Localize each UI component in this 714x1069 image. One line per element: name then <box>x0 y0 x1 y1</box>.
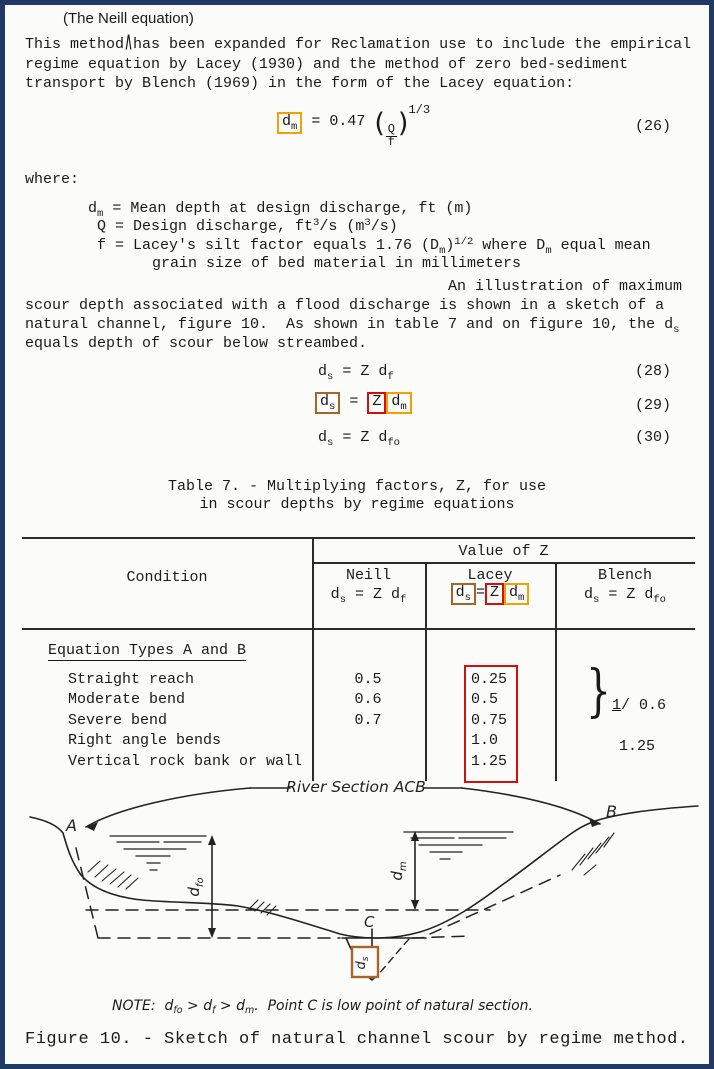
water-surface-right <box>404 832 513 859</box>
dfo-label: $d_{fo}$ <box>185 877 206 897</box>
z-highlight-box-table: Z <box>485 583 504 605</box>
definition-q: Q = Design discharge, $ft^3/s$ $(m^3/s)$ <box>97 217 398 235</box>
equation-30-number: (30) <box>635 429 672 446</box>
water-surface-left <box>110 836 206 870</box>
neill-cell: 0.6 <box>354 691 382 708</box>
paragraph-2-line-4: equals depth of scour below streambed. <box>25 335 368 352</box>
condition-cell: Vertical rock bank or wall <box>68 753 303 770</box>
equation-26: $d_m = 0.47$ ( $\frac{Q}{f}$ )$^{1/3}$ <box>277 110 430 147</box>
where-label: where: <box>25 171 80 188</box>
definition-dm: $d_m$ = Mean depth at design discharge, ft (m) <box>88 200 473 220</box>
equation-26-number: (26) <box>635 118 672 135</box>
lacey-cell: 1.25 <box>471 753 508 770</box>
z-highlight-box: Z <box>367 392 386 414</box>
condition-cell: Moderate bend <box>68 691 186 708</box>
ground-hatch-middle <box>249 900 276 915</box>
ds-highlight-box-table: $d_s$ <box>451 583 476 605</box>
neill-column-equation: $d_s = Z$ $d_f$ <box>330 586 407 606</box>
equation-28: $d_s = Z$ $d_f$ <box>318 363 394 383</box>
neill-column-header: Neill <box>345 567 391 584</box>
paragraph-1-line-1: This method∧has been expanded for Reclamation use to include the empirical <box>25 35 691 54</box>
definition-f: f = Lacey's silt factor equals 1.76 $(D_m)^{1/2}$ where $D_m$ equal mean <box>97 236 651 257</box>
dm-highlight-box: $d_m$ <box>277 112 302 134</box>
blench-column-header: Blench <box>597 567 652 584</box>
neill-cell: 0.7 <box>354 712 382 729</box>
q-over-f-fraction: $\frac{Q}{f}$ <box>387 122 395 149</box>
lacey-values-highlight-box <box>464 665 518 783</box>
ds-label: $d_s$ <box>354 956 371 970</box>
condition-cell: Severe bend <box>68 712 168 729</box>
dfo-arrow-top <box>208 835 216 845</box>
lacey-column-header: Lacey <box>467 567 513 584</box>
blench-value: 1.25 <box>619 738 656 755</box>
condition-cell: Straight reach <box>68 671 195 688</box>
blench-footnote-value: 1/ 0.6 <box>612 697 667 714</box>
dm-highlight-box-2: $d_m$ <box>386 392 411 414</box>
figure-10-sketch <box>0 775 714 990</box>
table-top-rule <box>22 537 695 539</box>
right-projection-dashed <box>430 875 560 934</box>
river-section-label: River Section ACB <box>286 778 426 796</box>
value-of-z-header: Value of Z <box>458 543 549 560</box>
ground-hatch-left <box>88 861 138 889</box>
paragraph-1-line-2: regime equation by Lacey (1930) and the method of zero bed-sediment <box>25 56 629 73</box>
ds-highlight-box: $d_s$ <box>315 392 340 414</box>
blench-column-equation: $d_s = Z$ $d_{fo}$ <box>584 586 666 606</box>
neill-cell: 0.5 <box>354 671 382 688</box>
equation-30: $d_s = Z$ $d_{fo}$ <box>318 429 400 449</box>
lacey-column-equation: $d_s = Z$ $d_m$ <box>425 583 555 605</box>
dm-label: $d_m$ <box>388 861 409 881</box>
left-projection-dashed <box>76 848 98 938</box>
lacey-cell: 0.75 <box>471 712 508 729</box>
ground-hatch-right <box>572 833 614 875</box>
paragraph-2-line-1: An illustration of maximum <box>448 278 683 295</box>
figure-note: NOTE: $d_{fo} > d_f > d_m$. Point C is low point of natural section. <box>112 998 534 1016</box>
equation-29-number: (29) <box>635 397 672 414</box>
blench-brace: } <box>586 659 611 724</box>
condition-cell: Right angle bends <box>68 732 222 749</box>
figure-caption: Figure 10. - Sketch of natural channel scour by regime method. <box>25 1030 689 1049</box>
annotation-neill: (The Neill equation) <box>63 10 194 27</box>
point-c-label: C <box>364 913 375 931</box>
definition-f-continued: grain size of bed material in millimeters <box>152 255 522 272</box>
lacey-cell: 0.25 <box>471 671 508 688</box>
table7-title-line-2: in scour depths by regime equations <box>199 496 515 513</box>
lacey-cell: 0.5 <box>471 691 499 708</box>
paragraph-2-line-2: scour depth associated with a flood discharge is shown in a sketch of a <box>25 297 665 314</box>
table7-title-line-1: Table 7. - Multiplying factors, Z, for use <box>167 478 547 495</box>
equation-29: $d_s = Z$ $d_m$ <box>315 392 412 414</box>
condition-header: Condition <box>126 569 208 586</box>
point-b-label: B <box>606 802 617 821</box>
dfo-arrow-bottom <box>208 928 216 938</box>
table-section-header: Equation Types A and B <box>48 642 247 659</box>
dm-arrow-bottom <box>411 900 419 910</box>
table-mid-rule <box>22 628 695 630</box>
value-of-z-underline <box>312 562 695 564</box>
dm-highlight-box-table: $d_m$ <box>504 583 529 605</box>
point-a-label: A <box>66 816 77 835</box>
insertion-caret: ∧ <box>124 27 133 58</box>
equation-28-number: (28) <box>635 363 672 380</box>
paragraph-2-line-3: natural channel, figure 10. As shown in table 7 and on figure 10, the $d_s$ <box>25 316 680 336</box>
paragraph-1-line-3: transport by Blench (1969) in the form of the Lacey equation: <box>25 75 575 92</box>
lacey-cell: 1.0 <box>471 732 499 749</box>
